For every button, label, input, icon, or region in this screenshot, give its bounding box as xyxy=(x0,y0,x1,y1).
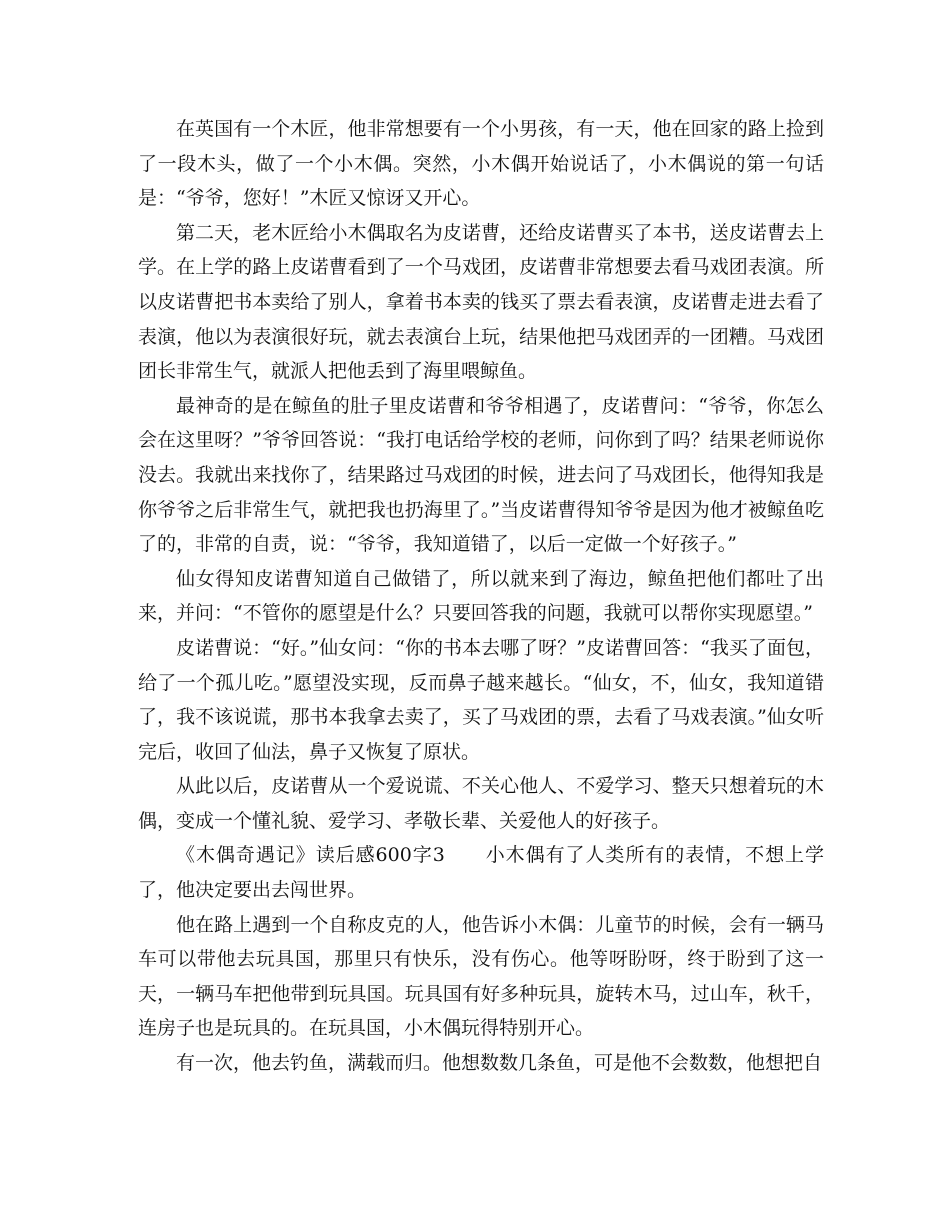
paragraph-9: 有一次，他去钓鱼，满载而归。他想数数几条鱼，可是他不会数数，他想把自 xyxy=(176,1052,823,1075)
paragraph-8: 他在路上遇到一个自称皮克的人，他告诉小木偶：儿童节的时候，会有一辆马车可以带他去玩具国，那里只有快乐，没有伤心。他等呀盼呀，终于盼到了这一天，一辆马车把他带到玩具国。玩具国有好多种玩具，旋转木马，过山车，秋千，连房子也是玩具的。在玩具国，小木偶玩得特别开心。 xyxy=(138,913,824,1040)
paragraph-2: 第二天，老木匠给小木偶取名为皮诺曹，还给皮诺曹买了本书，送皮诺曹去上学。在上学的路上皮诺曹看到了一个马戏团，皮诺曹非常想要去看马戏团表演。所以皮诺曹把书本卖给了别人，拿着书本卖的钱买了票去看表演，皮诺曹走进去看了表演，他以为表演很好玩，就去表演台上玩，结果他把马戏团弄的一团糟。马戏团团长非常生气，就派人把他丢到了海里喂鲸鱼。 xyxy=(138,221,824,383)
paragraph-1: 在英国有一个木匠，他非常想要有一个小男孩，有一天，他在回家的路上捡到了一段木头，做了一个小木偶。突然，小木偶开始说话了，小木偶说的第一句话是：“爷爷，您好！”木匠又惊讶又开心。 xyxy=(138,118,824,210)
paragraph-6: 从此以后，皮诺曹从一个爱说谎、不关心他人、不爱学习、整天只想着玩的木偶，变成一个懂礼貌、爱学习、孝敬长辈、关爱他人的好孩子。 xyxy=(138,775,824,832)
paragraph-7: 《木偶奇遇记》读后感600字3 小木偶有了人类所有的表情，不想上学了，他决定要出去闯世界。 xyxy=(138,844,824,902)
document-body xyxy=(138,112,824,1081)
paragraph-5: 皮诺曹说：“好。”仙女问：“你的书本去哪了呀？”皮诺曹回答：“我买了面包，给了一个孤儿吃。”愿望没实现，反而鼻子越来越长。“仙女，不，仙女，我知道错了，我不该说谎，那书本我拿去卖了，买了马戏团的票，去看了马戏表演。”仙女听完后，收回了仙法，鼻子又恢复了原状。 xyxy=(138,636,824,763)
paragraph-3: 最神奇的是在鲸鱼的肚子里皮诺曹和爷爷相遇了，皮诺曹问：“爷爷，你怎么会在这里呀？”爷爷回答说：“我打电话给学校的老师，问你到了吗？结果老师说你没去。我就出来找你了，结果路过马戏团的时候，进去问了马戏团长，他得知我是你爷爷之后非常生气，就把我也扔海里了。”当皮诺曹得知爷爷是因为他才被鲸鱼吃了的，非常的自责，说：“爷爷，我知道错了，以后一定做一个好孩子。” xyxy=(138,394,824,556)
paragraph-4: 仙女得知皮诺曹知道自己做错了，所以就来到了海边，鲸鱼把他们都吐了出来，并问：“不管你的愿望是什么？只要回答我的问题，我就可以帮你实现愿望。” xyxy=(138,567,824,625)
